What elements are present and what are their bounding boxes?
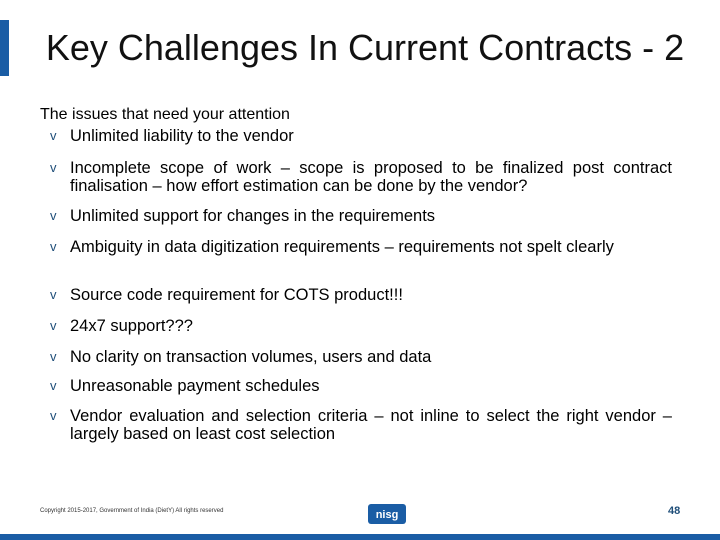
bullet-text: No clarity on transaction volumes, users and data: [70, 348, 432, 366]
bullet-diamond-icon: v: [50, 287, 57, 302]
bullet-diamond-icon: v: [50, 378, 57, 393]
slide-title: Key Challenges In Current Contracts - 2: [45, 27, 685, 68]
bullet-diamond-icon: v: [50, 160, 57, 175]
nisg-logo: [368, 504, 406, 524]
bullet-diamond-icon: v: [50, 239, 57, 254]
bullet-text: Incomplete scope of work – scope is proposed to be finalized post contract finalisation – how effort estimation can be done by the vendor?: [70, 159, 672, 195]
bullet-text: Ambiguity in data digitization requirements – requirements not spelt clearly: [70, 238, 614, 256]
bullet-item: [50, 286, 672, 304]
bullet-item: [50, 377, 672, 395]
slide-subtitle: The issues that need your attention: [40, 106, 290, 123]
bullet-text: Unlimited support for changes in the requirements: [70, 207, 436, 225]
page-number: 48: [668, 505, 681, 517]
bullet-item: [50, 238, 672, 256]
bullet-item: [50, 127, 672, 145]
bullet-diamond-icon: v: [50, 318, 57, 333]
bullet-text: 24x7 support???: [70, 317, 193, 335]
bottom-bar: [0, 534, 720, 540]
bullet-diamond-icon: v: [50, 408, 57, 423]
svg-text:nisg: nisg: [375, 509, 399, 521]
bullet-text: Vendor evaluation and selection criteria – not inline to select the right vendor – largely based on least cost selection: [70, 407, 672, 443]
bullet-diamond-icon: v: [50, 128, 57, 143]
footer-copyright: Copyright 2015-2017, Government of India (DietY) All rights reserved: [40, 508, 224, 514]
bullet-item: [50, 317, 672, 335]
bullet-item: [50, 159, 672, 195]
bullet-diamond-icon: v: [50, 208, 57, 223]
bullet-text: Unlimited liability to the vendor: [70, 127, 294, 145]
bullet-item: [50, 407, 672, 443]
bullet-text: Unreasonable payment schedules: [70, 377, 320, 395]
bullet-text: Source code requirement for COTS product!!!: [70, 286, 403, 304]
accent-bar: [0, 20, 9, 76]
bullet-item: [50, 348, 672, 366]
bullet-item: [50, 207, 672, 225]
bullet-diamond-icon: v: [50, 349, 57, 364]
